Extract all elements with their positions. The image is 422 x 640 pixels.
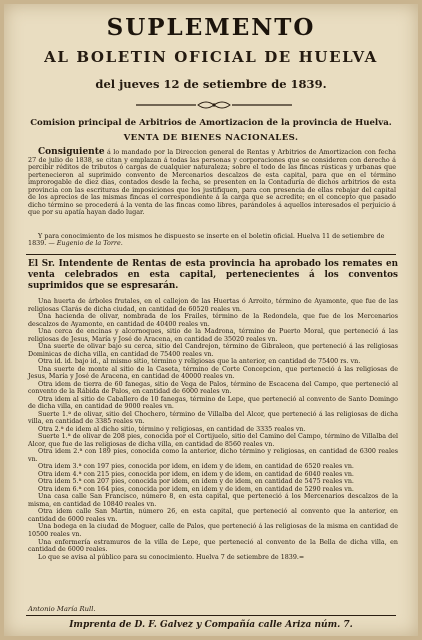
printer-imprint: Imprenta de D. F. Galvez y Compañía calle Ariza núm. 7. xyxy=(69,620,353,630)
list-item: Una suerte de monte al sitio de la Caseta, término de Corte Concepcion, que perteneció á las religiosas de Jesus, María y José de Aracena, en cantidad de 40000 reales vn. xyxy=(28,365,398,381)
list-item: Otra idem 6.ª con 164 pies, conocida por idem, en idem y de idem, en cantidad de 5290 reales vn. xyxy=(38,485,354,493)
intro-paragraph xyxy=(28,149,396,217)
lots-list xyxy=(28,298,398,561)
list-item: Otra idem calle San Martin, número 26, en esta capital, que perteneció al convento que la anterior, en cantidad de 6000 reales vn. xyxy=(28,508,398,523)
intro-drop-word: Consiguiente xyxy=(38,147,105,157)
list-item: Una suerte de olivar bajo su cerca, sitio del Candrejon, término de Gibraleon, que perteneció á las religiosas Dominicas de dicha villa, en cantidad de 75400 reales vn. xyxy=(28,343,398,358)
ornamental-rule-icon xyxy=(134,100,294,110)
intro-closing: Y para conocimiento de los mismos he dispuesto se inserte en el boletin oficial. Huelva 11 de setiembre de 1839. — Eugenio de la Torre. xyxy=(28,232,385,248)
list-item: Otra idem 5.ª con 207 pies, conocida por idem, en idem y de idem, en cantidad de 5475 reales vn. xyxy=(38,478,354,486)
list-item: Una bodega en la ciudad de Moguer, calle de Palos, que perteneció á las religiosas de la misma en cantidad de 10500 reales vn. xyxy=(28,523,398,538)
divider xyxy=(26,615,396,616)
document-page xyxy=(4,4,418,636)
list-item: Una casa calle San Francisco, número 8, en esta capital, que perteneció á los Mercenarios descalzos de la misma, en cantidad de 10840 reales vn. xyxy=(28,493,398,508)
list-item: Otra id. id. bajo id., al mismo sitio, término y religiosas que la anterior, en cantidad de 75400 rs. vn. xyxy=(38,358,361,366)
intro-body: á lo mandado por la Direccion general de Rentas y Arbitrios de Amortizacion con fecha 27 de julio de 1838, se citan y emplazan á todas las personas y corporaciones que se consideren con derecho á percibir réditos de tributos ó cargas de cualquier naturaleza; sobre el todo de las fincas rústicas y urbanas que pertenecieron al suprimido convento de Mercenarios descalzos de esta capital, para que en el término improrogable de diez dias, contados desde la fecha, se presenten en la Contaduría de dichos arbitrios de esta provincia con las escrituras de imposiciones que los justifiquen, para con presencia de ellas rebajar del capital de los aprecios de las mismas fincas el correspondiente á la carga que se acredite; en el concepto que pasado dicho término se procederá á la venta de las fincas como libres, parándoles á aquellos interesados el perjuicio á que por su apatía hayan dado lugar. xyxy=(28,148,396,217)
list-item: Otra idem al sitio de Caballero de 10 fanegas, término de Lepe, que perteneció al convento de Santo Domingo de dicha villa, en cantidad de 9000 reales vn. xyxy=(28,395,398,411)
sale-heading: VENTA DE BIENES NACIONALES. xyxy=(123,133,299,143)
list-item: Una cerca de encinas y alcornoques, sitio de la Madrona, término de Puerto Moral, que perteneció á las religiosas de Jesus, María y José de Aracena, en cantidad de 35020 reales vn. xyxy=(28,328,398,343)
closing-signature: Antonio María Rull. xyxy=(28,605,96,613)
list-item: Otra idem 4.ª con 215 pies, conocida por idem, en idem y de idem, en cantidad de 6040 reales vn. xyxy=(38,470,354,478)
list-item: Otra idem de tierra de 60 fanegas, sitio de Vega de Palos, término de Escacena del Campo, que perteneció al convento de la Rábida de Palos, en cantidad de 6000 reales vn. xyxy=(28,380,398,396)
list-item: Otra idem 2.ª con 189 pies, conocida como la anterior, dicho término y religiosas, en cantidad de 6300 reales vn. xyxy=(28,448,398,463)
closing-notice: Lo que se avisa al público para su conocimiento. Huelva 7 de setiembre de 1839.= xyxy=(38,553,305,561)
list-item: Suerte 1.ª de olivar de 208 pies, conocida por el Cortijuelo, sitio del Camino del Campo, término de Villalba del Alcor, que fue de las religiosas de dicha villa, en cantidad de 8560 reales vn. xyxy=(28,433,398,448)
list-item: Una hacienda de olivar, nombrada de los Frailes, término de la Redondela, que fue de los Mercenarios descalzos de Ayamonte, en cantidad de 40400 reales vn. xyxy=(28,313,398,328)
intro-signature: Eugenio de la Torre. xyxy=(56,239,123,248)
list-item: Otra 2.ª de idem al dicho sitio, término y religiosas, en cantidad de 3335 reales vn. xyxy=(38,425,306,433)
issue-date: del jueves 12 de setiembre de 1839. xyxy=(95,77,327,91)
list-item: Otra idem 3.ª con 197 pies, conocida por idem, en idem y de idem, en cantidad de 6520 reales vn. xyxy=(38,463,354,471)
list-item: Suerte 1.ª de olivar, sitio del Chochero, término de Villalba del Alcor, que perteneció á las religiosas de dicha villa, en cantidad de 3385 reales vn. xyxy=(28,410,398,426)
bulletin-subtitle: AL BOLETIN OFICIAL DE HUELVA xyxy=(44,48,378,66)
intro-closing-text: Y para conocimiento de los mismos he dispuesto se inserte en el boletin oficial. Huelva 11 de setiembre de 1839. xyxy=(28,232,385,248)
commission-heading: Comision principal de Arbitrios de Amortizacion de la provincia de Huelva. xyxy=(30,118,392,128)
list-item: Una huerta de árboles frutales, en el callejon de las Huertas ó Arroito, término de Ayamonte, que fue de las religiosas Clarás de dicha ciudad, en cantidad de 60520 reales vn. xyxy=(28,298,398,313)
list-item: Una enfermería estramuros de la villa de Lepe, que perteneció al convento de la Bella de dicha villa, en cantidad de 6000 reales. xyxy=(28,538,398,554)
divider xyxy=(26,254,396,255)
section-heading: El Sr. Intendente de Rentas de esta provincia ha aprobado los remates en venta celebrados en esta capital, pertenecientes á los conventos suprimidos que se espresarán. xyxy=(28,259,398,291)
supplement-title: SUPLEMENTO xyxy=(106,14,316,41)
